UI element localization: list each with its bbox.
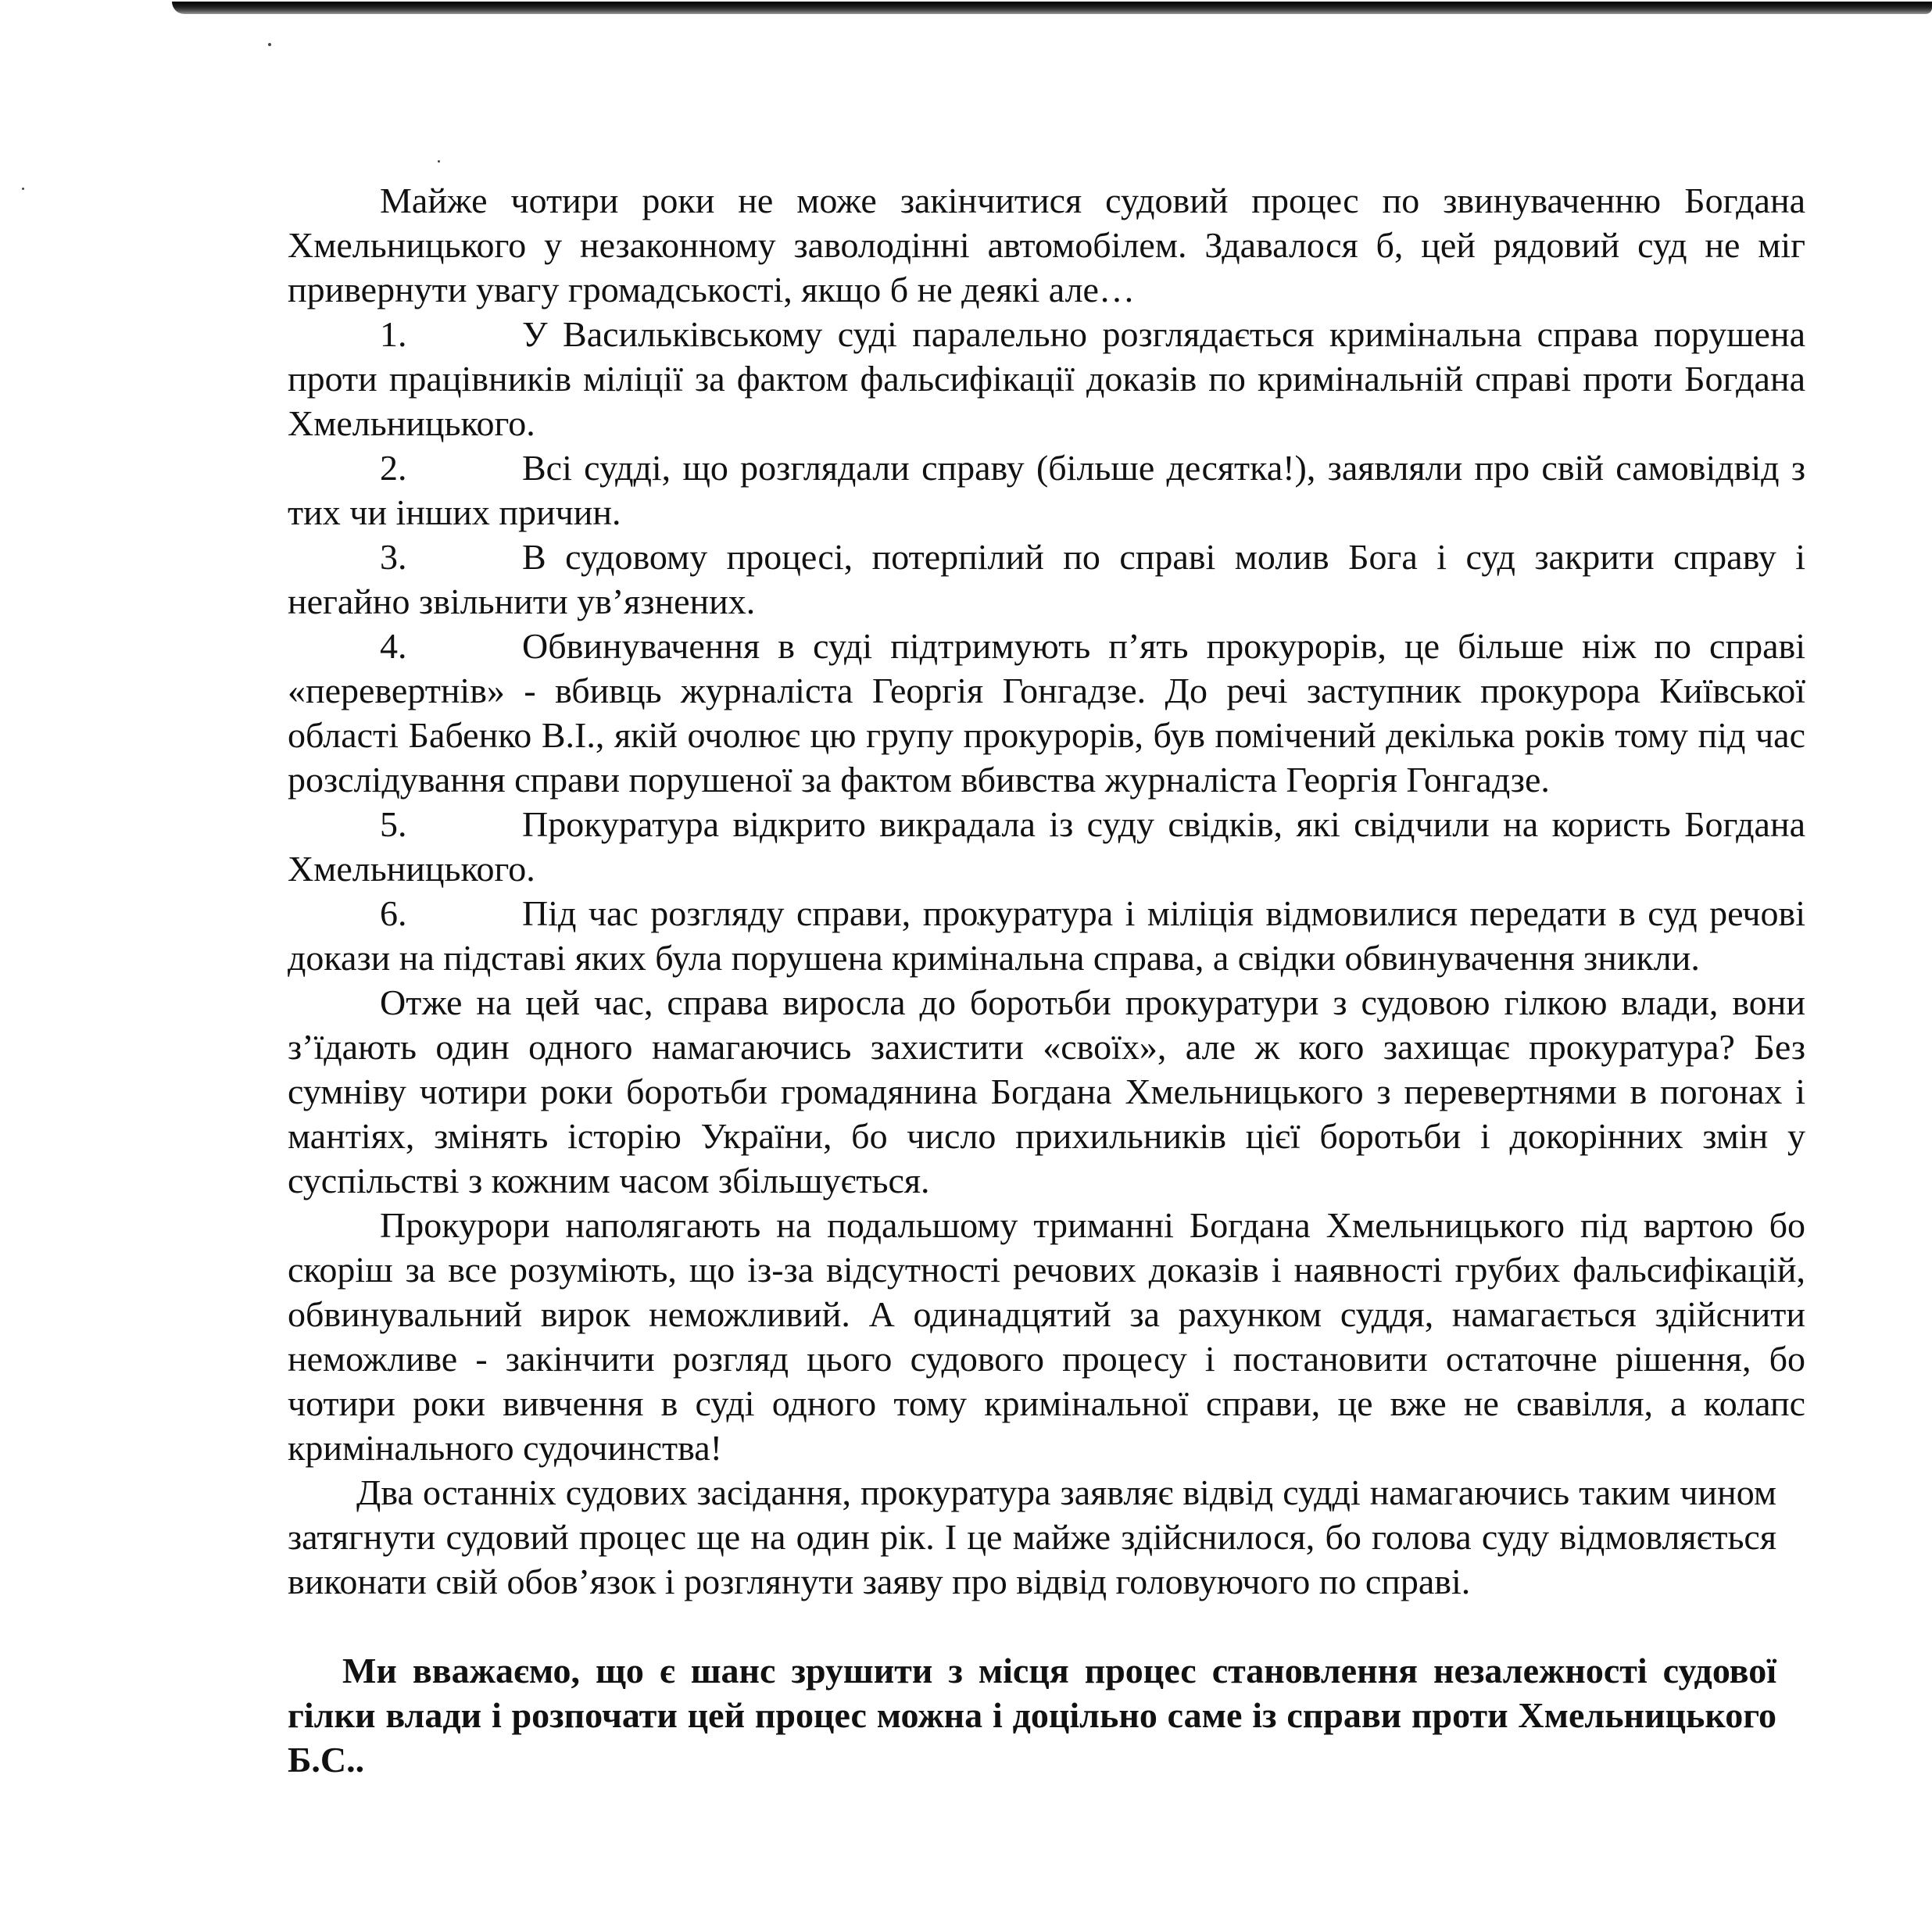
body-paragraph: Отже на цей час, справа виросла до боротьби прокуратури з судовою гілкою влади, вони з’їдають один одного намагаючись захистити «своїх», але ж кого захищає прокуратура? Без сумніву чотири роки боротьби громадянина Богдана Хмельницького з перевертнями в погонах і мантіях, змінять історію України, бо число прихильників цієї боротьби і докорінних змін у суспільстві з кожним часом збільшується.	[288, 982, 1805, 1200]
list-item-number: 5.	[380, 804, 407, 844]
scan-speck	[22, 188, 24, 190]
scan-speck	[438, 160, 440, 163]
list-item-text: Прокуратура відкрито викрадала із суду свідків, які свідчили на користь Богдана Хмельницького.	[288, 804, 1805, 889]
list-item-text: Під час розгляду справи, прокуратура і міліція відмовилися передати в суд речові докази на підставі яких була порушена кримінальна справа, а свідки обвинувачення зникли.	[288, 893, 1805, 978]
scan-top-border	[172, 2, 1932, 14]
body-paragraph: Прокурори наполягають на подальшому триманні Богдана Хмельницького під вартою бо скоріш за все розуміють, що із-за відсутності речових доказів і наявності грубих фальсифікацій, обвинувальний вирок неможливий. А одинадцятий за рахунком суддя, намагається здійснити неможливе - закінчити розгляд цього судового процесу і постановити остаточне рішення, бо чотири роки вивчення в суді одного тому кримінальної справи, це вже не свавілля, а колапс кримінального судочинства!	[288, 1205, 1805, 1468]
list-item-text: У Васильківському суді паралельно розглядається кримінальна справа порушена проти працівників міліції за фактом фальсифікації доказів по кримінальній справі проти Богдана Хмельницького.	[288, 314, 1805, 443]
list-item-number: 1.	[380, 314, 407, 354]
list-item-number: 2.	[380, 448, 407, 488]
list-item	[288, 535, 1805, 624]
list-item	[288, 624, 1805, 802]
list-item	[288, 445, 1805, 535]
document-body	[288, 178, 1805, 1782]
conclusion-paragraph: Ми вважаємо, що є шанс зрушити з місця процес становлення незалежності судової гілки влади і розпочати цей процес можна і доцільно саме із справи проти Хмельницького Б.С..	[288, 1651, 1776, 1780]
list-item-text: В судовому процесі, потерпілий по справі молив Бога і суд закрити справу і негайно звільнити ув’язнених.	[288, 537, 1805, 621]
list-item-text: Всі судді, що розглядали справу (більше десятка!), заявляли про свій самовідвід з тих чи інших причин.	[288, 448, 1805, 532]
list-item-text: Обвинувачення в суді підтримують п’ять прокурорів, це більше ніж по справі «перевертнів» - вбивць журналіста Георгія Гонгадзе. До речі заступник прокурора Київської області Бабенко В.І., якій очолює цю групу прокурорів, був помічений декілька років тому під час розслідування справи порушеної за фактом вбивства журналіста Георгія Гонгадзе.	[288, 626, 1805, 800]
scan-speck	[268, 43, 271, 46]
body-paragraph: Два останніх судових засідання, прокуратура заявляє відвід судді намагаючись таким чином затягнути судовий процес ще на один рік. І це майже здійснилося, бо голова суду відмовляється виконати свій обов’язок і розглянути заяву про відвід головуючого по справі.	[288, 1472, 1776, 1601]
intro-paragraph: Майже чотири роки не може закінчитися судовий процес по звинуваченню Богдана Хмельницького у незаконному заволодінні автомобілем. Здавалося б, цей рядовий суд не міг привернути увагу громадськості, якщо б не деякі але…	[288, 181, 1805, 309]
list-item	[288, 312, 1805, 445]
list-item	[288, 802, 1805, 891]
list-item-number: 4.	[380, 626, 407, 666]
list-item	[288, 891, 1805, 980]
list-item-number: 6.	[380, 893, 407, 933]
list-item-number: 3.	[380, 537, 407, 577]
